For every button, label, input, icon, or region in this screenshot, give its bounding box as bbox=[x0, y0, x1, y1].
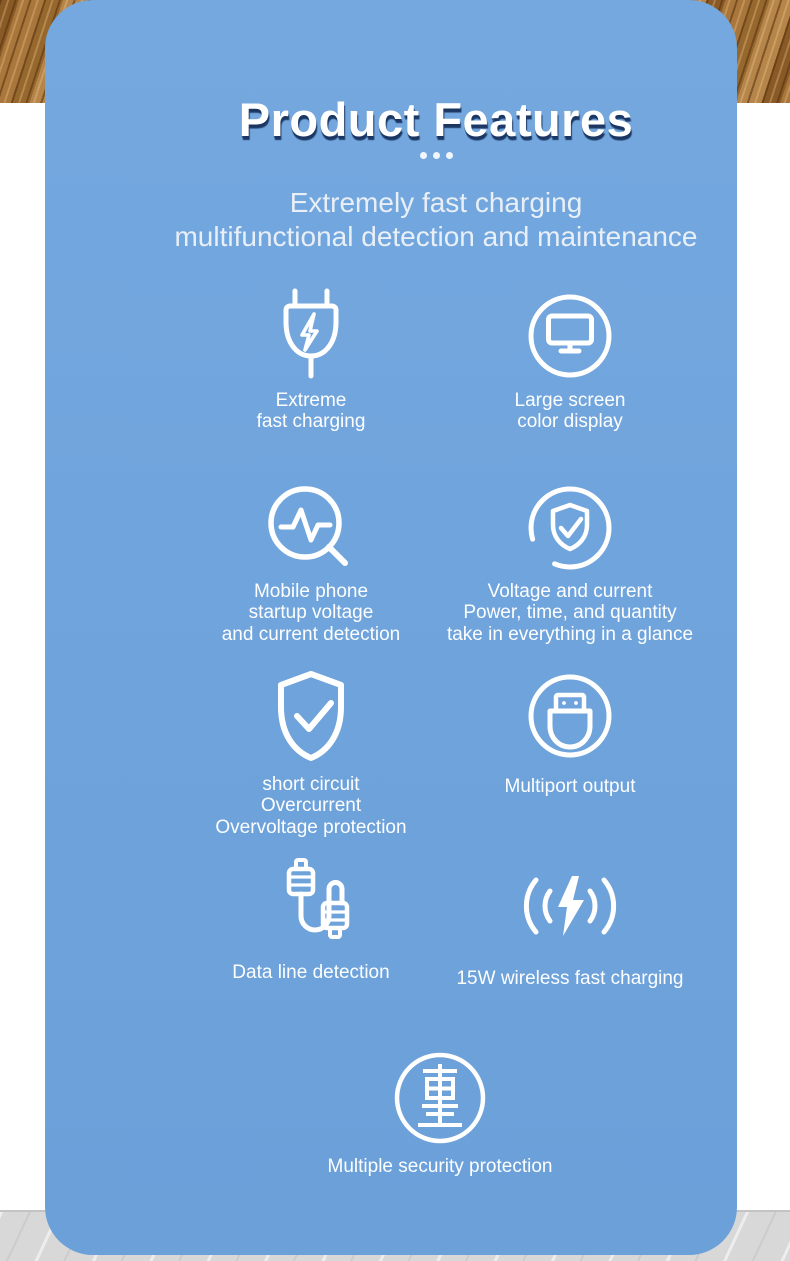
feature-label-line: Power, time, and quantity bbox=[463, 602, 677, 624]
feature-label bbox=[440, 968, 700, 989]
icon-box bbox=[310, 1048, 570, 1148]
icon-box bbox=[440, 664, 700, 768]
feature-label-line: Large screen bbox=[514, 390, 626, 411]
feature-multiple-security-protection bbox=[310, 1048, 570, 1177]
feature-label bbox=[181, 390, 441, 433]
feature-large-screen-display bbox=[440, 286, 700, 433]
icon-box bbox=[181, 856, 441, 956]
feature-label-line: Overcurrent bbox=[260, 795, 362, 817]
page-subtitle bbox=[90, 186, 782, 253]
shield-check-icon bbox=[271, 668, 351, 764]
shield-check-circle-icon bbox=[528, 486, 612, 570]
feature-label-line: Voltage and current bbox=[487, 581, 653, 602]
icon-box bbox=[181, 286, 441, 386]
feature-label-line: Multiport output bbox=[504, 776, 636, 797]
product-features-card bbox=[45, 0, 737, 1255]
fast-charging-plug-icon bbox=[269, 288, 353, 384]
voltage-detection-magnifier-icon bbox=[263, 483, 359, 573]
title-divider-dots bbox=[90, 152, 782, 159]
feature-label bbox=[430, 581, 710, 645]
feature-label-line: Overvoltage protection bbox=[215, 816, 407, 838]
feature-label-line: Extreme bbox=[275, 390, 347, 411]
security-glyph-icon bbox=[394, 1052, 486, 1144]
large-screen-display-icon bbox=[528, 294, 612, 378]
feature-data-line-detection bbox=[181, 856, 441, 983]
feature-label-line: startup voltage bbox=[248, 602, 374, 624]
feature-label bbox=[181, 774, 441, 838]
feature-label-line: and current detection bbox=[221, 623, 401, 645]
dot-icon bbox=[446, 152, 453, 159]
feature-label-line: take in everything in a glance bbox=[446, 623, 694, 645]
feature-label bbox=[440, 776, 700, 797]
feature-wireless-fast-charging bbox=[440, 856, 700, 989]
feature-extreme-fast-charging bbox=[181, 286, 441, 433]
feature-label-line: color display bbox=[517, 411, 623, 433]
feature-label-line: short circuit bbox=[262, 774, 360, 795]
subtitle-line: multifunctional detection and maintenance bbox=[174, 220, 698, 252]
feature-label-line: 15W wireless fast charging bbox=[456, 968, 684, 989]
icon-box bbox=[430, 480, 710, 576]
feature-startup-voltage-detection bbox=[181, 480, 441, 645]
icon-box bbox=[440, 286, 700, 386]
feature-label bbox=[181, 962, 441, 983]
usb-port-icon bbox=[528, 674, 612, 758]
feature-circuit-protection bbox=[181, 664, 441, 838]
icon-box bbox=[181, 480, 441, 576]
feature-label-line: Data line detection bbox=[232, 962, 390, 983]
feature-label-line: Mobile phone bbox=[253, 581, 369, 602]
data-cable-icon bbox=[271, 857, 351, 955]
feature-label-line: fast charging bbox=[256, 411, 366, 433]
icon-box bbox=[440, 856, 700, 956]
dot-icon bbox=[420, 152, 427, 159]
feature-label-line: Multiple security protection bbox=[327, 1156, 553, 1177]
feature-label bbox=[181, 581, 441, 645]
page-title: Product Features bbox=[238, 93, 634, 146]
dot-icon bbox=[433, 152, 440, 159]
wireless-charging-icon bbox=[515, 874, 625, 938]
icon-box bbox=[181, 664, 441, 768]
feature-multiport-output bbox=[440, 664, 700, 797]
feature-label bbox=[440, 390, 700, 433]
feature-label bbox=[310, 1156, 570, 1177]
subtitle-line: Extremely fast charging bbox=[289, 187, 583, 218]
feature-readings-at-a-glance bbox=[430, 480, 710, 645]
